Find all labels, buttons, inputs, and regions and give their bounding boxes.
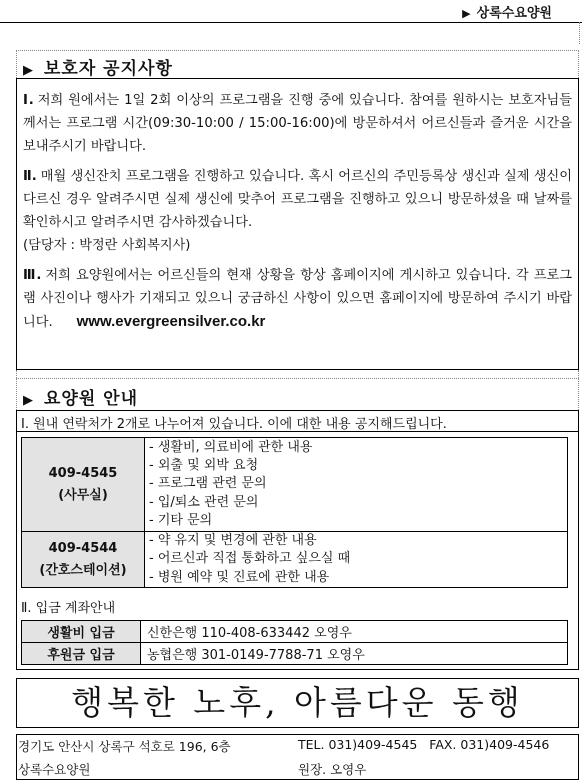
triangle-bullet-icon: ▶ bbox=[23, 393, 34, 408]
notice-number: Ⅰ. bbox=[23, 93, 34, 108]
account-section-title: Ⅱ. 입금 계좌안내 bbox=[21, 601, 116, 616]
footer-director: 원장. 오영우 bbox=[298, 762, 367, 777]
header-divider bbox=[0, 22, 582, 23]
notice-contact-person: (담당자 : 박정란 사회복지사) bbox=[23, 238, 191, 253]
contact-number: 409-4544 bbox=[48, 540, 118, 556]
notice-number: Ⅱ. bbox=[23, 169, 37, 184]
footer-address: 경기도 안산시 상록구 석호로 196, 6층 bbox=[18, 739, 231, 754]
contact-dept: (간호스테이션) bbox=[39, 562, 127, 578]
info-title: 요양원 안내 bbox=[44, 389, 139, 409]
account-table bbox=[21, 620, 568, 665]
list-item: - 생활비, 의료비에 관한 내용 bbox=[149, 439, 313, 455]
footer-phone: TEL. 031)409-4545 FAX. 031)409-4546 bbox=[298, 737, 550, 752]
table-row bbox=[22, 621, 568, 643]
homepage-link[interactable]: www.evergreensilver.co.kr bbox=[76, 313, 266, 330]
list-item: - 병원 예약 및 진료에 관한 내용 bbox=[149, 569, 330, 585]
triangle-bullet-icon: ▶ bbox=[23, 63, 34, 78]
info-section-title bbox=[16, 378, 579, 410]
account-label: 후원금 입금 bbox=[22, 643, 141, 665]
list-item: - 외출 및 외박 요청 bbox=[149, 458, 259, 474]
notice-text: 저희 요양원에서는 어르신들의 현재 상황을 항상 홈페이지에 게시하고 있습니다. 각 프로그램 사진이나 행사가 기재되고 있으니 궁금하신 사항이 있으면 홈페이지에 방문하여 주시기 바랍니다. bbox=[23, 268, 572, 330]
document-header bbox=[462, 2, 552, 21]
table-row bbox=[22, 438, 568, 532]
list-item: - 어르신과 직접 통화하고 싶으실 때 bbox=[149, 551, 351, 567]
info-intro: Ⅰ. 원내 연락처가 2개로 나누어져 있습니다. 이에 대한 내용 공지해드립니다. bbox=[17, 411, 578, 432]
account-label: 생활비 입금 bbox=[22, 621, 141, 643]
triangle-bullet-icon: ▶ bbox=[462, 7, 471, 20]
footer-name: 상록수요양원 bbox=[18, 762, 91, 777]
list-item: - 기타 문의 bbox=[149, 512, 213, 528]
account-value: 농협은행 301-0149-7788-71 오영우 bbox=[141, 643, 568, 665]
notice-box bbox=[16, 78, 579, 370]
notice-section-title bbox=[16, 50, 579, 78]
contact-label bbox=[22, 438, 145, 532]
dotted-border bbox=[16, 370, 579, 378]
notice-number: Ⅲ. bbox=[23, 268, 42, 283]
list-item: - 프로그램 관련 문의 bbox=[149, 476, 267, 492]
footer bbox=[16, 734, 579, 780]
dotted-border bbox=[575, 22, 580, 44]
list-item: - 입/퇴소 관련 문의 bbox=[149, 494, 259, 510]
info-box bbox=[16, 410, 579, 670]
notice-item-1 bbox=[23, 89, 572, 158]
account-value: 신한은행 110-408-633442 오영우 bbox=[141, 621, 568, 643]
table-row bbox=[22, 643, 568, 665]
contact-table bbox=[21, 437, 568, 588]
notice-title: 보호자 공지사항 bbox=[44, 59, 173, 79]
list-item: - 약 유지 및 변경에 관한 내용 bbox=[149, 533, 317, 549]
notice-item-2 bbox=[23, 165, 572, 257]
contact-items bbox=[145, 532, 568, 588]
notice-text: 매월 생신잔치 프로그램을 진행하고 있습니다. 혹시 어르신의 주민등록상 생신과 실제 생신이 다르신 경우 알려주시면 실제 생신에 맞추어 프로그램을 진행하고 있으니 방문하셨을 때 날짜를 확인하시고 알려주시면 감사하겠습니다. bbox=[23, 169, 572, 230]
contact-number: 409-4545 bbox=[48, 465, 118, 481]
contact-items bbox=[145, 438, 568, 532]
contact-dept: (사무실) bbox=[58, 487, 108, 503]
contact-label bbox=[22, 532, 145, 588]
table-row bbox=[22, 532, 568, 588]
notice-text: 저희 원에서는 1일 2회 이상의 프로그램을 진행 중에 있습니다. 참여를 원하시는 보호자님들께서는 프로그램 시간(09:30-10:00 / 15:00-16:00)에 방문하셔서 어르신들과 즐거운 시간을 보내주시기 바랍니다. bbox=[23, 93, 572, 154]
slogan-banner: 행복한 노후, 아름다운 동행 bbox=[16, 678, 579, 728]
header-brand: 상록수요양원 bbox=[476, 6, 552, 21]
notice-item-3 bbox=[23, 264, 572, 334]
